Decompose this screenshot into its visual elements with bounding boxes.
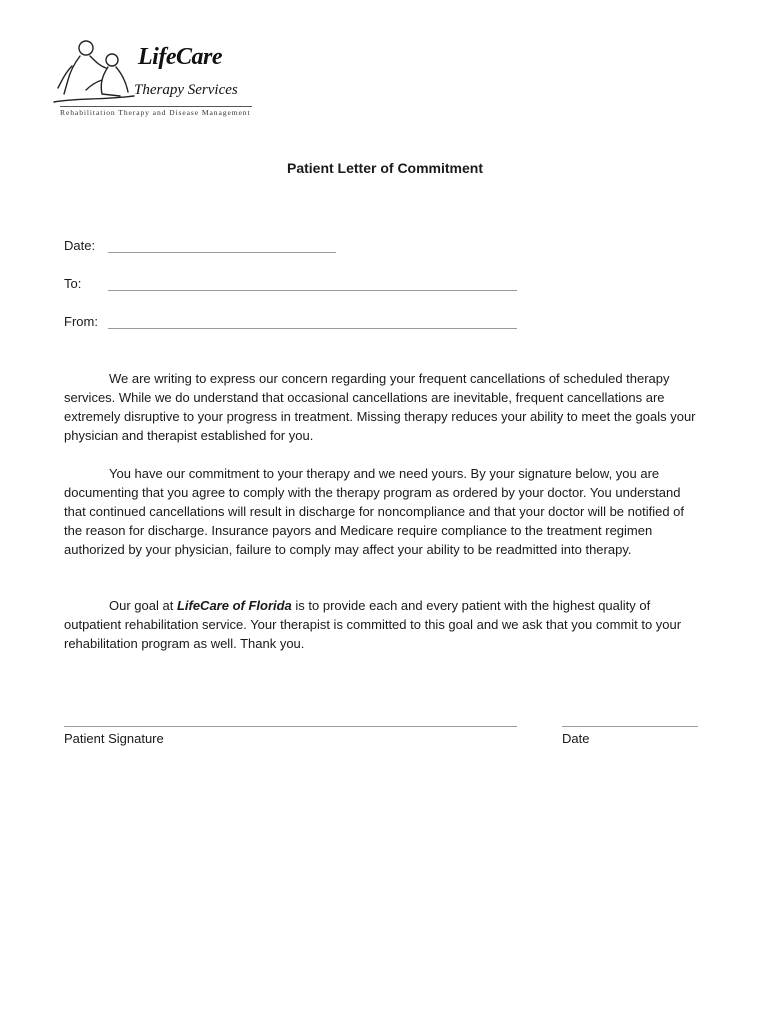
date-field[interactable] — [108, 252, 336, 253]
letter-paragraph-1: We are writing to express our concern regarding your frequent cancellations of scheduled therapy services. While we do understand that occasional cancellations are inevitable, frequent cancellations are extremely disruptive to your progress in treatment. Missing therapy reduces your ability to meet the goals your physician and therapist established for you. — [64, 371, 696, 443]
patient-signature-label: Patient Signature — [64, 731, 164, 746]
logo-brand-sub: Therapy Services — [134, 82, 238, 98]
page-title: Patient Letter of Commitment — [286, 160, 483, 176]
logo-tagline: Rehabilitation Therapy and Disease Management — [60, 108, 251, 117]
logo-figures-icon — [50, 36, 140, 108]
from-field[interactable] — [108, 328, 517, 329]
patient-signature-line[interactable] — [64, 726, 517, 727]
company-logo — [50, 36, 260, 120]
logo-brand-name: LifeCare — [138, 44, 222, 70]
signature-date-line[interactable] — [562, 726, 698, 727]
to-field[interactable] — [108, 290, 517, 291]
date-field-label: Date: — [64, 238, 96, 253]
to-field-label: To: — [64, 276, 82, 291]
letter-paragraph-2: You have our commitment to your therapy and we need yours. By your signature below, you are documenting that you agree to comply with the therapy program as ordered by your doctor. You understand that continued cancellations will result in discharge for noncompliance and that your doctor will be notified of the reason for discharge. Insurance payors and Medicare require compliance to the treatment regimen authorized by your physician, failure to comply may affect your ability to be readmitted into therapy. — [64, 466, 685, 557]
letter-paragraph-3: Our goal at LifeCare of Florida is to provide each and every patient with the highest quality of outpatient rehabilitation service. Your therapist is committed to this goal and we ask that you commit to your rehabilitation program as well. Thank you. — [64, 598, 682, 651]
company-name-emphasis: LifeCare of Florida — [176, 598, 292, 613]
signature-date-label: Date — [562, 731, 590, 746]
logo-divider — [60, 106, 252, 107]
from-field-label: From: — [64, 314, 98, 329]
